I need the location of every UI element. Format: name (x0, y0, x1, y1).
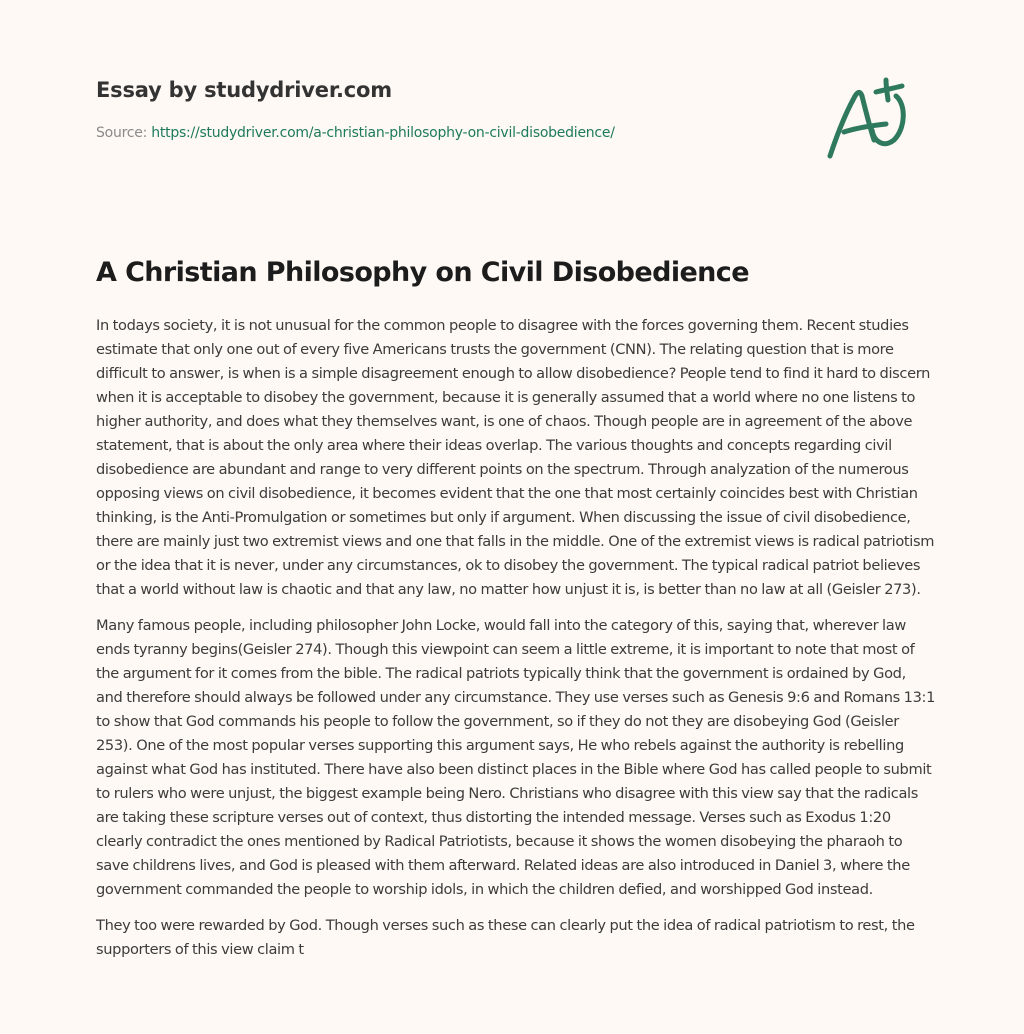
paragraph: Many famous people, including philosopher John Locke, would fall into the category of this, saying that, wherever law ends tyranny begins(Geisler 274). Though this viewpoint can seem a little extreme, it is important to note that most of the argument for it comes from the bible. The radical patriots typically think that the government is ordained by God, and therefore should always be followed under any circumstance. They use verses such as Genesis 9:6 and Romans 13:1 to show that God commands his people to follow the government, so if they do not they are disobeying God (Geisler 253). One of the most popular verses supporting this argument says, He who rebels against the authority is rebelling against what God has instituted. There have also been distinct places in the Bible where God has called people to submit to rulers who were unjust, the biggest example being Nero. Christians who disagree with this view say that the radicals are taking these scripture verses out of context, thus distorting the intended message. Verses such as Exodus 1:20 clearly contradict the ones mentioned by Radical Patriotists, because it shows the women disobeying the pharaoh to save childrens lives, and God is pleased with them afterward. Related ideas are also introduced in Daniel 3, where the government commanded the people to worship idols, in which the children defied, and worshipped God instead. (96, 617, 936, 898)
paragraph: They too were rewarded by God. Though verses such as these can clearly put the idea of radical patriotism to rest, the supporters of this view claim t (96, 917, 915, 958)
source-label: Source: (96, 125, 152, 141)
source-line (96, 123, 796, 143)
essay-title: A Christian Philosophy on Civil Disobedience (96, 257, 749, 288)
essay-body (96, 314, 936, 974)
brand-heading: Essay by studydriver.com (96, 78, 392, 102)
source-link[interactable]: https://studydriver.com/a-christian-philosophy-on-civil-disobedience/ (151, 125, 615, 141)
a-plus-grade-icon (822, 68, 932, 168)
essay-header (96, 76, 796, 143)
paragraph: In todays society, it is not unusual for the common people to disagree with the forces governing them. Recent studies estimate that only one out of every five Americans trusts the government (CNN). The relating question that is more difficult to answer, is when is a simple disagreement enough to allow disobedience? People tend to find it hard to discern when it is acceptable to disobey the government, because it is generally assumed that a world where no one listens to higher authority, and does what they themselves want, is one of chaos. Though people are in agreement of the above statement, that is about the only area where their ideas overlap. The various thoughts and concepts regarding civil disobedience are abundant and range to very different points on the spectrum. Through analyzation of the numerous opposing views on civil disobedience, it becomes evident that the one that most certainly coincides best with Christian thinking, is the Anti-Promulgation or sometimes but only if argument. When discussing the issue of civil disobedience, there are mainly just two extremist views and one that falls in the middle. One of the extremist views is radical patriotism or the idea that it is never, under any circumstances, ok to disobey the government. The typical radical patriot believes that a world without law is chaotic and that any law, no matter how unjust it is, is better than no law at all (Geisler 273). (96, 317, 935, 598)
